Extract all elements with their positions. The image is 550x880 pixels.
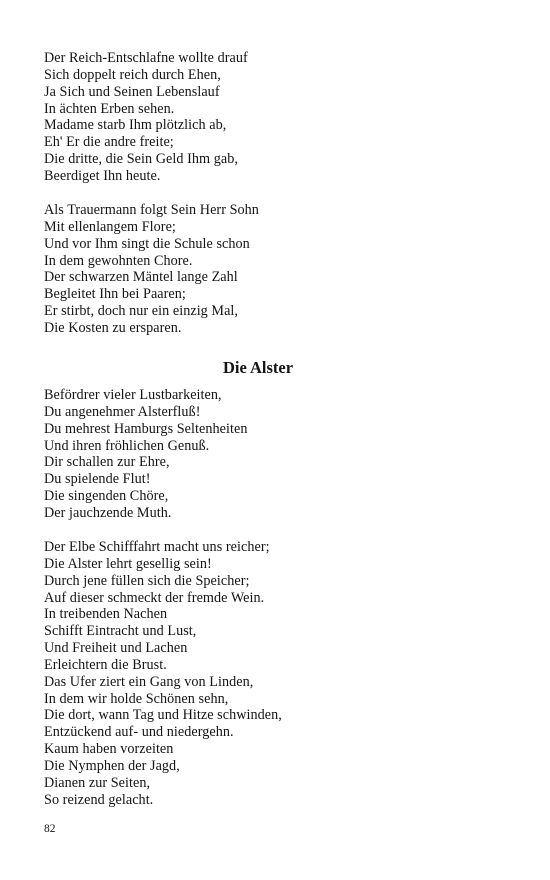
verse-line: Begleitet Ihn bei Paaren; xyxy=(44,286,186,303)
verse-line: In dem wir holde Schönen sehn, xyxy=(44,690,229,707)
verse-line: Madame starb Ihm plötzlich ab, xyxy=(44,117,227,134)
verse-line: Mit ellenlangem Flore; xyxy=(44,218,176,235)
verse-line: Schifft Eintracht und Lust, xyxy=(44,623,197,640)
verse-line: Die Kosten zu ersparen. xyxy=(44,319,182,336)
verse-line: Als Trauermann folgt Sein Herr Sohn xyxy=(44,202,259,218)
poem-stanza-2 xyxy=(44,202,259,337)
verse-line: Dianen zur Seiten, xyxy=(44,774,151,791)
verse-line: In dem gewohnten Chore. xyxy=(44,252,193,269)
poem-stanza-4 xyxy=(44,539,282,809)
verse-line: Du angenehmer Alsterfluß! xyxy=(44,403,201,420)
poem-stanza-3 xyxy=(44,387,247,522)
verse-line: Entzückend auf- und niedergehn. xyxy=(44,724,234,741)
verse-line: Die singenden Chöre, xyxy=(44,488,169,505)
verse-line: Dir schallen zur Ehre, xyxy=(44,454,170,471)
poem-stanza-1 xyxy=(44,50,248,185)
verse-line: In ächten Erben sehen. xyxy=(44,100,175,117)
poem-title: Die Alster xyxy=(222,358,294,377)
verse-line: Die Alster lehrt gesellig sein! xyxy=(44,555,212,572)
verse-line: Das Ufer ziert ein Gang von Linden, xyxy=(44,673,254,690)
verse-line: Erleichtern die Brust. xyxy=(44,656,167,673)
verse-line: Der Elbe Schifffahrt macht uns reicher; xyxy=(44,539,270,555)
verse-line: Eh' Er die andre freite; xyxy=(44,134,174,151)
verse-line: Sich doppelt reich durch Ehen, xyxy=(44,66,221,83)
verse-line: Und ihren fröhlichen Genuß. xyxy=(44,437,210,454)
verse-line: Er stirbt, doch nur ein einzig Mal, xyxy=(44,303,239,320)
verse-line: Die dritte, die Sein Geld Ihm gab, xyxy=(44,151,238,168)
verse-line: So reizend gelacht. xyxy=(44,791,154,808)
verse-line: Und vor Ihm singt die Schule schon xyxy=(44,235,250,252)
verse-line: Du spielende Flut! xyxy=(44,471,151,488)
verse-line: Der schwarzen Mäntel lange Zahl xyxy=(44,269,238,286)
verse-line: Ja Sich und Seinen Lebenslauf xyxy=(44,83,220,100)
verse-line: Der Reich-Entschlafne wollte drauf xyxy=(44,50,248,66)
verse-line: In treibenden Nachen xyxy=(44,606,168,623)
verse-line: Die dort, wann Tag und Hitze schwinden, xyxy=(44,707,282,724)
verse-line: Du mehrest Hamburgs Seltenheiten xyxy=(44,420,248,437)
verse-line: Der jauchzende Muth. xyxy=(44,504,172,521)
verse-line: Durch jene füllen sich die Speicher; xyxy=(44,572,250,589)
verse-line: Beerdiget Ihn heute. xyxy=(44,167,161,184)
verse-line: Und Freiheit und Lachen xyxy=(44,640,188,657)
verse-line: Kaum haben vorzeiten xyxy=(44,741,174,758)
verse-line: Auf dieser schmeckt der fremde Wein. xyxy=(44,589,265,606)
verse-line: Befördrer vieler Lustbarkeiten, xyxy=(44,387,222,403)
page-number: 82 xyxy=(44,823,56,835)
verse-line: Die Nymphen der Jagd, xyxy=(44,757,180,774)
